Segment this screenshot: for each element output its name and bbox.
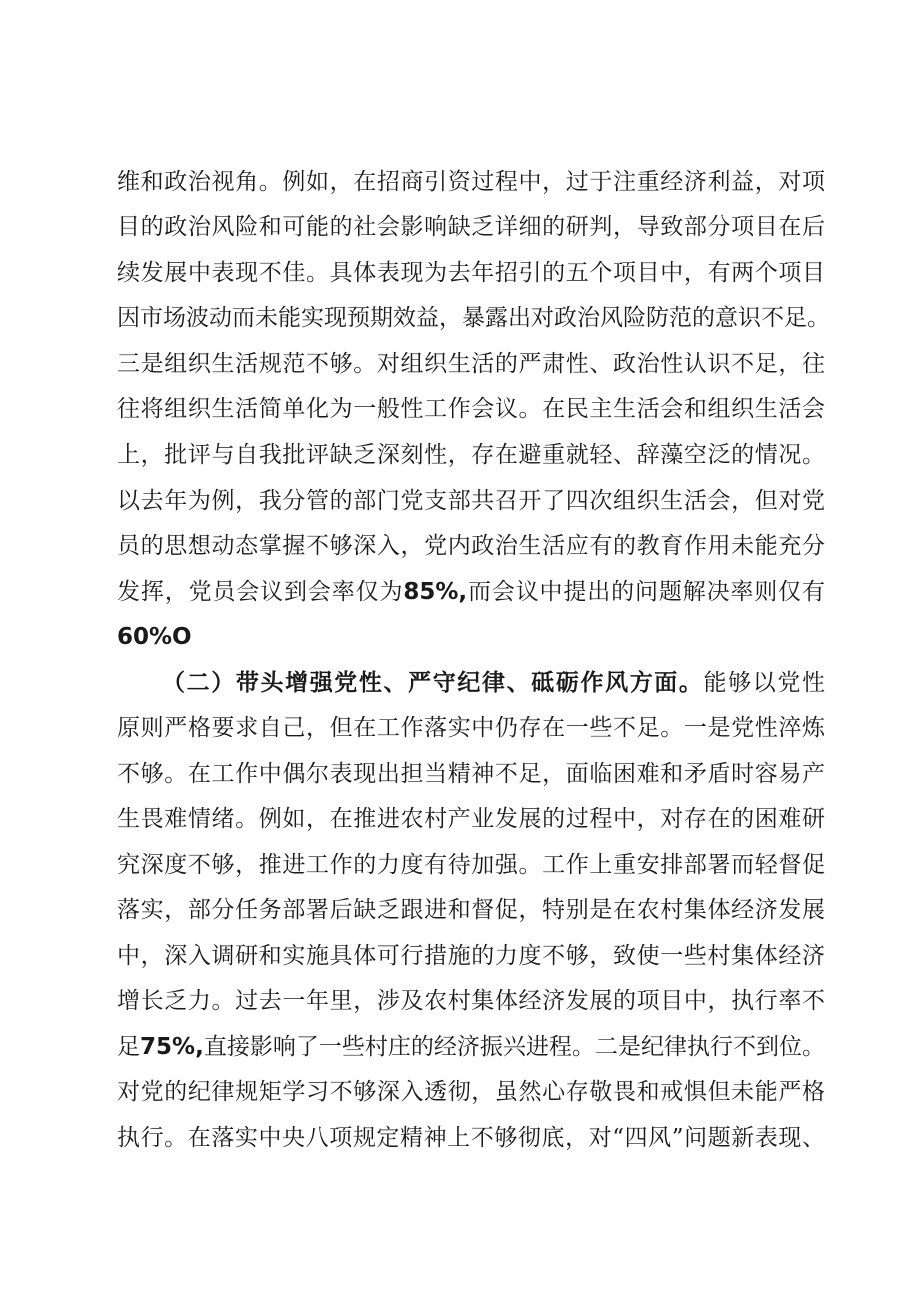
text-line: 不够。在工作中偶尔表现出担当精神不足，面临困难和矛盾时容易产 xyxy=(117,761,825,787)
text-line: 生畏难情绪。例如，在推进农村产业发展的过程中，对存在的困难研 xyxy=(117,806,825,832)
text-line xyxy=(117,622,825,652)
text-segment: 能够以党性 xyxy=(703,670,826,696)
text-line: 对党的纪律规矩学习不够深入透彻，虽然心存敬畏和戒惧但未能严格 xyxy=(117,1079,825,1105)
text-line: 增长乏力。过去一年里，涉及农村集体经济发展的项目中，执行率不 xyxy=(117,988,825,1014)
text-line: 因市场波动而未能实现预期效益，暴露出对政治风险防范的意识不足。 xyxy=(117,305,830,331)
text-line: 究深度不够，推进工作的力度有待加强。工作上重安排部署而轻督促 xyxy=(117,852,825,878)
text-line: 执行。在落实中央八项规定精神上不够彻底，对“四风”问题新表现、 xyxy=(117,1125,825,1151)
text-line xyxy=(117,577,825,607)
text-segment: 足 xyxy=(117,1034,141,1060)
text-line: 续发展中表现不佳。具体表现为去年招引的五个项目中，有两个项目 xyxy=(117,260,825,286)
text-line: 维和政治视角。例如，在招商引资过程中，过于注重经济利益，对项 xyxy=(117,169,825,195)
text-line: 落实，部分任务部署后缺乏跟进和督促，特别是在农村集体经济发展 xyxy=(117,897,825,923)
text-line: 原则严格要求自己，但在工作落实中仍存在一些不足。一是党性淬炼 xyxy=(117,715,825,741)
percentage-value: 85%, xyxy=(403,579,468,605)
text-segment: 发挥，党员会议到会率仅为 xyxy=(117,579,404,605)
text-line: 目的政治风险和可能的社会影响缺乏详细的研判，导致部分项目在后 xyxy=(117,214,825,240)
text-line: 上，批评与自我批评缺乏深刻性，存在避重就轻、辞藻空泛的情况。 xyxy=(117,442,825,468)
text-segment: 直接影响了一些村庄的经济振兴进程。二是纪律执行不到位。 xyxy=(203,1034,826,1060)
percentage-value: 60%O xyxy=(117,624,192,650)
text-line xyxy=(117,1032,825,1062)
text-line: 往将组织生活简单化为一般性工作会议。在民主生活会和组织生活会 xyxy=(117,396,825,422)
text-line: 以去年为例，我分管的部门党支部共召开了四次组织生活会，但对党 xyxy=(117,488,825,514)
section-heading: （二）带头增强党性、严守纪律、砥砺作风方面。 xyxy=(162,670,704,696)
section-heading-line xyxy=(162,668,825,698)
text-line: 员的思想动态掌握不够深入，党内政治生活应有的教育作用未能充分 xyxy=(117,533,825,559)
text-segment: 而会议中提出的问题解决率则仅有 xyxy=(467,579,825,605)
text-line: 中，深入调研和实施具体可行措施的力度不够，致使一些村集体经济 xyxy=(117,943,825,969)
percentage-value: 75%, xyxy=(140,1034,204,1060)
text-line: 三是组织生活规范不够。对组织生活的严肃性、政治性认识不足，往 xyxy=(117,351,825,377)
